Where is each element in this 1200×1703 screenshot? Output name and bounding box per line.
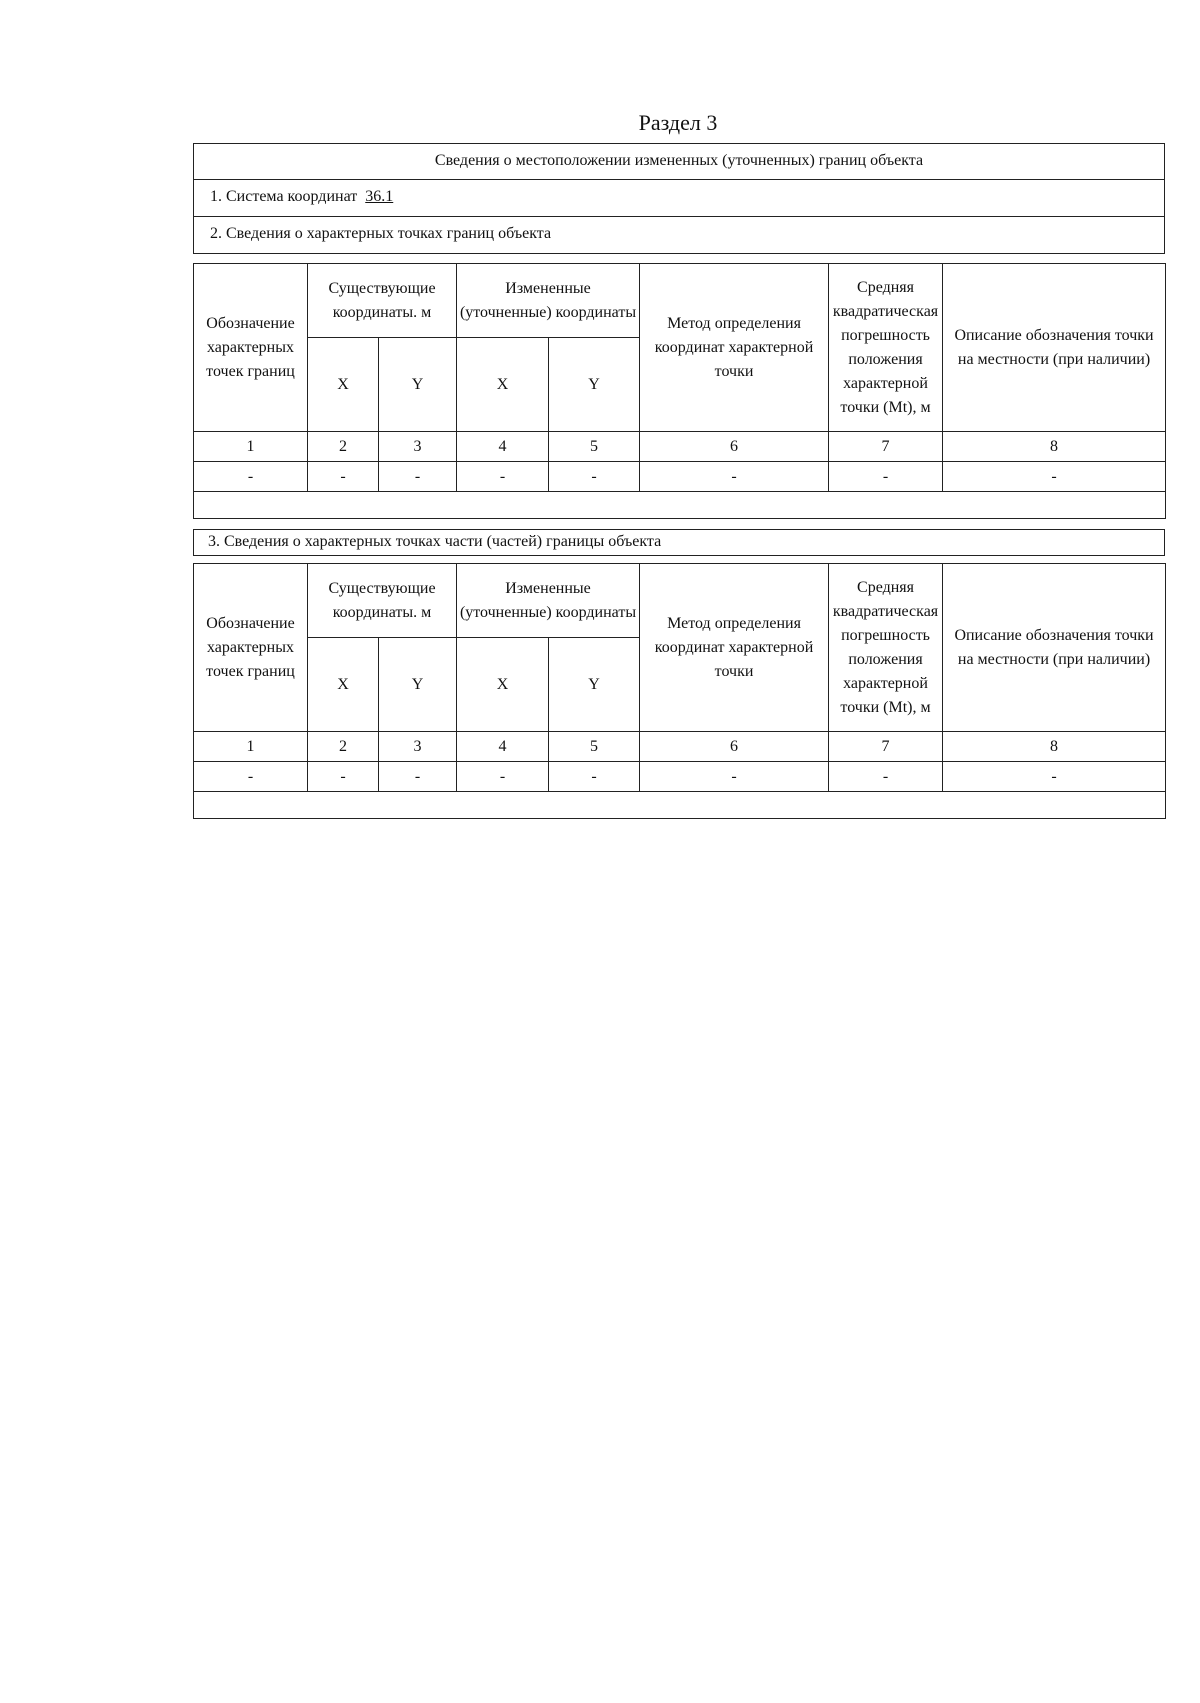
header-description: Описание обозначения точки на местности (при наличии)	[943, 264, 1166, 432]
part-title-row	[193, 529, 1165, 556]
cell: -	[379, 462, 457, 492]
coord-system-row	[193, 180, 1165, 217]
column-numbers-row	[194, 732, 1166, 762]
coord-system-label: 1. Система координат	[210, 188, 358, 205]
column-number: 7	[829, 732, 943, 762]
column-number: 5	[549, 732, 640, 762]
header-description: Описание обозначения точки на местности (при наличии)	[943, 564, 1166, 732]
column-number: 6	[640, 432, 829, 462]
header-method: Метод определения координат характерной точки	[640, 564, 829, 732]
header-existing-x: X	[308, 638, 379, 732]
header-title-row	[193, 143, 1165, 180]
points-title: 2. Сведения о характерных точках границ объекта	[210, 225, 552, 242]
cell: -	[457, 762, 549, 792]
header-changed-x: X	[457, 638, 549, 732]
header-existing-x: X	[308, 338, 379, 432]
header-changed-coords: Измененные (уточненные) координаты	[457, 264, 640, 338]
header-changed-y: Y	[549, 338, 640, 432]
column-numbers-row	[194, 432, 1166, 462]
header-existing-y: Y	[379, 338, 457, 432]
points-title-row	[193, 217, 1165, 254]
cell: -	[640, 762, 829, 792]
empty-row	[194, 792, 1166, 819]
coord-system-value: 36.1	[365, 188, 394, 205]
header-error: Средняя квадратическая погрешность положения характерной точки (Mt), м	[829, 264, 943, 432]
header-changed-x: X	[457, 338, 549, 432]
column-number: 2	[308, 732, 379, 762]
table-row	[194, 762, 1166, 792]
cell: -	[640, 462, 829, 492]
column-number: 7	[829, 432, 943, 462]
column-number: 1	[194, 732, 308, 762]
column-number: 3	[379, 732, 457, 762]
points-table-2	[193, 563, 1165, 819]
header-designation: Обозначение характерных точек границ	[194, 264, 308, 432]
cell: -	[194, 462, 308, 492]
empty-row	[194, 492, 1166, 519]
header-method: Метод определения координат характерной точки	[640, 264, 829, 432]
header-existing-y: Y	[379, 638, 457, 732]
column-number: 2	[308, 432, 379, 462]
header-existing-coords: Существующие координаты. м	[308, 564, 457, 638]
column-number: 1	[194, 432, 308, 462]
cell: -	[194, 762, 308, 792]
cell: -	[379, 762, 457, 792]
column-number: 3	[379, 432, 457, 462]
header-designation: Обозначение характерных точек границ	[194, 564, 308, 732]
cell: -	[549, 462, 640, 492]
column-number: 8	[943, 732, 1166, 762]
header-changed-y: Y	[549, 638, 640, 732]
cell: -	[549, 762, 640, 792]
part-title: 3. Сведения о характерных точках части (частей) границы объекта	[208, 533, 662, 550]
column-number: 6	[640, 732, 829, 762]
cell: -	[308, 462, 379, 492]
cell: -	[829, 762, 943, 792]
cell: -	[829, 462, 943, 492]
header-box	[193, 143, 1165, 254]
empty-cell	[194, 492, 1166, 519]
header-title: Сведения о местоположении измененных (уточненных) границ объекта	[434, 152, 924, 169]
header-existing-coords: Существующие координаты. м	[308, 264, 457, 338]
header-changed-coords: Измененные (уточненные) координаты	[457, 564, 640, 638]
cell: -	[943, 762, 1166, 792]
points-table-1	[193, 263, 1165, 519]
header-error: Средняя квадратическая погрешность положения характерной точки (Mt), м	[829, 564, 943, 732]
column-number: 4	[457, 732, 549, 762]
column-number: 8	[943, 432, 1166, 462]
column-number: 4	[457, 432, 549, 462]
cell: -	[308, 762, 379, 792]
table-row	[194, 462, 1166, 492]
cell: -	[943, 462, 1166, 492]
cell: -	[457, 462, 549, 492]
page-title: Раздел 3	[638, 110, 718, 135]
column-number: 5	[549, 432, 640, 462]
empty-cell	[194, 792, 1166, 819]
